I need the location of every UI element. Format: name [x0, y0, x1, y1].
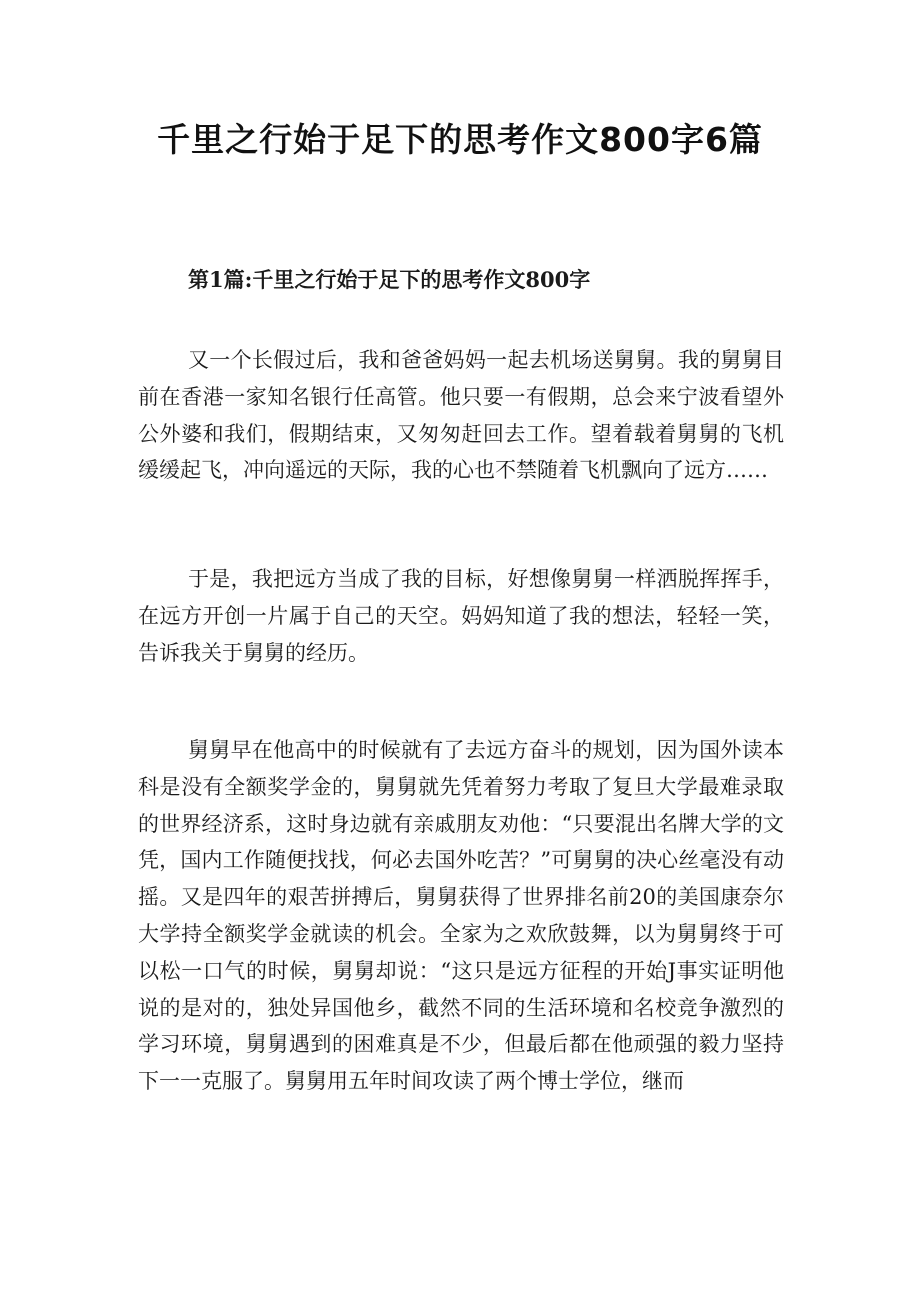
section-heading: 第1篇:千里之行始于足下的思考作文800字 — [188, 267, 591, 292]
paragraph-3: 舅舅早在他高中的时候就有了去远方奋斗的规划，因为国外读本科是没有全额奖学金的，舅舅就先凭着努力考取了复旦大学最难录取的世界经济系，这时身边就有亲戚朋友劝他：“只要混出名牌大学的文凭，国内工作随便找找，何必去国外吃苦？”可舅舅的决心丝毫没有动摇。又是四年的艰苦拼搏后，舅舅获得了世界排名前20的美国康奈尔大学持全额奖学金就读的机会。全家为之欢欣鼓舞，以为舅舅终于可以松一口气的时候，舅舅却说：“这只是远方征程的开始J事实证明他说的是对的，独处异国他乡，截然不同的生活环境和名校竞争激烈的学习环境，舅舅遇到的困难真是不少，但最后都在他顽强的毅力坚持下一一克服了。舅舅用五年时间攻读了两个博士学位，继而 — [138, 738, 784, 1094]
document-title: 千里之行始于足下的思考作文800字6篇 — [157, 120, 763, 159]
paragraph-2: 于是，我把远方当成了我的目标，好想像舅舅一样洒脱挥挥手，在远方开创一片属于自己的天空。妈妈知道了我的想法，轻轻一笑，告诉我关于舅舅的经历。 — [138, 567, 784, 665]
paragraph-1: 又一个长假过后，我和爸爸妈妈一起去机场送舅舅。我的舅舅目前在香港一家知名银行任高管。他只要一有假期，总会来宁波看望外公外婆和我们，假期结束，又匆匆赶回去工作。望着载着舅舅的飞机缓缓起飞，冲向遥远的天际，我的心也不禁随着飞机飘向了远方…… — [138, 348, 784, 483]
